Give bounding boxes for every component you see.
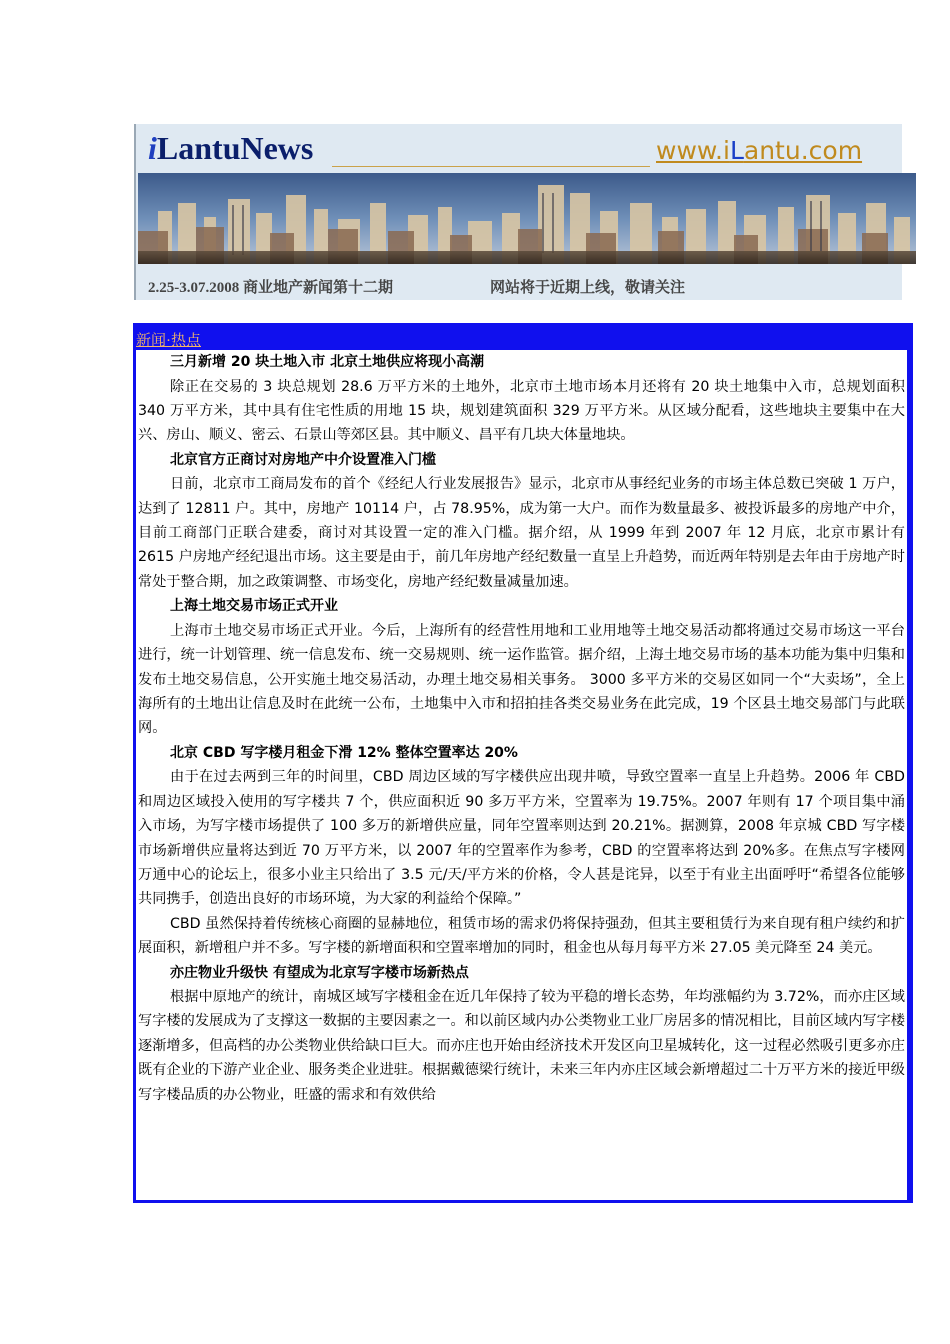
website-link[interactable] — [656, 136, 862, 165]
article-headline: 北京 CBD 写字楼月租金下滑 12% 整体空置率达 20% — [170, 744, 518, 761]
article-headline: 北京官方正商讨对房地产中介设置准入门槛 — [170, 451, 436, 468]
article-headline: 三月新增 20 块土地入市 北京土地供应将现小高潮 — [170, 354, 485, 370]
brand-logo-i: i — [148, 130, 157, 166]
website-link-suffix: antu.com — [743, 136, 863, 165]
article-paragraph: 根据中原地产的统计，南城区域写字楼租金在近几年保持了较为平稳的增长态势，年均涨幅约为 3.72%，而亦庄区域写字楼的发展成为了支撑这一数据的主要因素之一。和以前区域内办公类物业工业厂房居多的情况相比，目前区域内写字楼逐渐增多，但高档的办公类物业供给缺口巨大。而亦庄也开始由经济技术开发区向卫星城转化，这一过程必然吸引更多亦庄既有企业的下游产业企业、服务类企业进驻。根据戴德梁行统计，未来三年内亦庄区域会新增超过二十万平方米的接近甲级写字楼品质的办公物业，旺盛的需求和有效供给 — [138, 989, 905, 1103]
article-paragraph: 由于在过去两到三年的时间里，CBD 周边区域的写字楼供应出现井喷，导致空置率一直呈上升趋势。2006 年 CBD 和周边区域投入使用的写字楼共 7 个，供应面积近 90 多万平方米，空置率为 19.75%。2007 年则有 17 个项目集中涌入市场，为写字楼市场提供了 100 多万的新增供应量，同年空置率则达到 20.21%。据测算，2008 年京城 CBD 写字楼市场新增供应量将达到近 70 万平方米，以 2007 年的空置率作为参考，CBD 的空置率将达到 20%多。在焦点写字楼网万通中心的论坛上，很多小业主只给出了 3.5 元/天/平方米的价格，令人甚是诧异，以至于有业主出面呼吁“希望各位能够共同携手，创造出良好的市场环境，为大家的利益给个保障。” — [138, 769, 905, 908]
article-paragraph: 除正在交易的 3 块总规划 28.6 万平方米的土地外，北京市土地市场本月还将有 20 块土地集中入市，总规划面积 340 万平方米，其中具有住宅性质的用地 15 块，规划建筑面积 329 万平方米。从区域分配看，这些地块主要集中在大兴、房山、顺义、密云、石景山等郊区县。其中顺义、昌平有几块大体量地块。 — [138, 378, 905, 444]
article — [136, 961, 907, 1108]
news-section-title[interactable]: 新闻·热点 — [136, 333, 201, 349]
news-content — [136, 350, 907, 1200]
issue-label: 2.25-3.07.2008 商业地产新闻第十二期 — [148, 280, 393, 296]
news-section — [133, 323, 913, 1203]
article — [136, 594, 907, 741]
article — [136, 741, 907, 961]
brand-logo — [148, 130, 313, 167]
city-skyline-photo — [138, 173, 916, 264]
article — [136, 448, 907, 595]
brand-underline — [332, 166, 650, 167]
newsletter-header — [134, 124, 902, 300]
site-launch-notice: 网站将于近期上线，敬请关注 — [490, 280, 686, 296]
brand-logo-text: LantuNews — [156, 130, 314, 166]
article-headline: 上海土地交易市场正式开业 — [170, 598, 338, 615]
article-paragraph: 日前，北京市工商局发布的首个《经纪人行业发展报告》显示，北京市从事经纪业务的市场主体总数已突破 1 万户，达到了 12811 户。其中，房地产 10114 户，占 78.95%，成为第一大户。而作为数量最多、被投诉最多的房地产中介，目前工商部门正联合建委，商讨对其设置一定的准入门槛。据介绍，从 1999 年到 2007 年 12 月底，北京市累计有 2615 户房地产经纪退出市场。这主要是由于，前几年房地产经纪数量一直呈上升趋势，而近两年特别是去年由于房地产时常处于整合期，加之政策调整、市场变化，房地产经纪数量减量加速。 — [138, 476, 905, 590]
website-link-prefix: www.i — [656, 136, 730, 165]
article-paragraph: 上海市土地交易市场正式开业。今后，上海所有的经营性用地和工业用地等土地交易活动都将通过交易市场这一平台进行，统一计划管理、统一信息发布、统一交易规则、统一运作监管。据介绍，上海土地交易市场的基本功能为集中归集和发布土地交易信息，公开实施土地交易活动，办理土地交易相关事务。 3000 多平方米的交易区如同一个“大卖场”，全上海所有的土地出让信息及时在此统一公布，土地集中入市和招拍挂各类交易业务在此完成，19 个区县土地交易部门与此联网。 — [138, 622, 905, 737]
website-link-L: L — [729, 136, 744, 165]
article — [136, 350, 907, 448]
article-paragraph: CBD 虽然保持着传统核心商圈的显赫地位，租赁市场的需求仍将保持强劲，但其主要租赁行为来自现有租户续约和扩展面积，新增租户并不多。写字楼的新增面积和空置率增加的同时，租金也从每月每平方米 27.05 美元降至 24 美元。 — [138, 915, 905, 957]
article-headline: 亦庄物业升级快 有望成为北京写字楼市场新热点 — [170, 964, 469, 981]
